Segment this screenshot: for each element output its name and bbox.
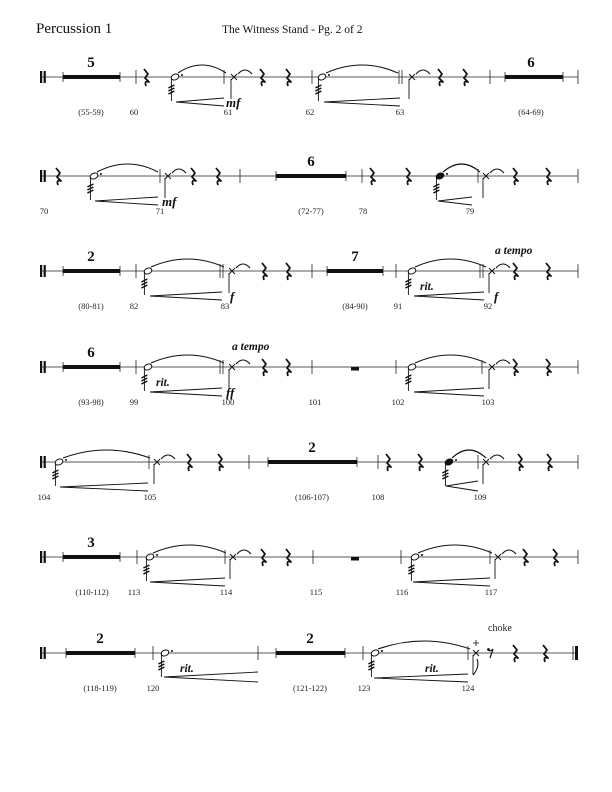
dynamic-marking: f [230, 289, 235, 304]
slur [418, 545, 492, 553]
measure-number: 103 [481, 397, 495, 407]
measure-number: 71 [155, 206, 165, 216]
measure-number: (121-122) [293, 683, 327, 693]
crescendo-hairpin [176, 98, 224, 106]
x-notehead-note [495, 554, 501, 579]
multi-measure-rest [327, 269, 383, 273]
slur [326, 65, 398, 73]
crescendo-hairpin [150, 292, 222, 300]
measure-number: 62 [305, 107, 315, 117]
measure-number: 114 [219, 587, 233, 597]
quarter-rest-icon [513, 263, 518, 280]
quarter-rest-icon [523, 549, 528, 566]
quarter-rest-icon [546, 168, 551, 185]
staff-system-4 [40, 341, 578, 407]
multi-rest-count: 3 [87, 535, 95, 551]
expression-marking: rit. [180, 663, 194, 675]
quarter-rest-icon [543, 645, 548, 662]
crescendo-hairpin [60, 483, 148, 491]
quarter-rest-icon [370, 168, 375, 185]
multi-measure-rest [66, 651, 135, 655]
quarter-rest-icon [546, 263, 551, 280]
tie [490, 169, 504, 173]
quarter-rest-icon [547, 454, 552, 471]
tie [161, 455, 175, 459]
quarter-rest-icon [262, 359, 267, 376]
measure-number: 109 [473, 492, 487, 502]
tie [237, 550, 251, 554]
measure-number: (64-69) [518, 107, 544, 117]
measure-number: 116 [395, 587, 409, 597]
staff-system-6 [40, 535, 578, 597]
quarter-rest-icon [191, 168, 196, 185]
dynamic-marking: ff [226, 385, 235, 400]
tie [238, 70, 252, 74]
slur [63, 450, 150, 458]
measure-number: 105 [143, 492, 157, 502]
slur [415, 355, 486, 363]
measure-number: 117 [484, 587, 498, 597]
x-notehead-note [154, 459, 160, 484]
crescendo-hairpin [414, 292, 484, 300]
part-name: Percussion 1 [36, 21, 113, 37]
multi-rest-count: 6 [307, 154, 315, 170]
percussion-clef-icon [40, 361, 42, 373]
percussion-clef-icon [40, 170, 42, 182]
measure-number: (84-90) [342, 301, 368, 311]
measure-number: 83 [220, 301, 230, 311]
measure-number: (110-112) [75, 587, 109, 597]
measure-number: 102 [391, 397, 405, 407]
multi-measure-rest [276, 651, 345, 655]
measure-number: 79 [465, 206, 475, 216]
x-notehead-note [473, 640, 479, 675]
quarter-rest-icon [286, 69, 291, 86]
slur [151, 259, 224, 267]
measure-number: (55-59) [78, 107, 104, 117]
slur [415, 259, 486, 267]
quarter-rest-icon [553, 549, 558, 566]
crescendo-hairpin [150, 578, 225, 586]
crescendo-hairpin [413, 578, 490, 586]
multi-rest-count: 2 [306, 631, 314, 647]
quarter-rest-icon [260, 69, 265, 86]
measure-number: 113 [127, 587, 141, 597]
multi-rest-count: 6 [527, 55, 535, 71]
dynamic-marking: mf [226, 95, 241, 110]
piece-title: The Witness Stand - Pg. 2 of 2 [222, 24, 363, 36]
dynamic-marking: f [494, 289, 499, 304]
slur [452, 450, 486, 458]
measure-number: 82 [129, 301, 139, 311]
measure-number: 123 [357, 683, 371, 693]
x-notehead-note [483, 459, 489, 484]
multi-rest-count: 2 [96, 631, 104, 647]
measure-number: (106-107) [295, 492, 329, 502]
crescendo-hairpin [150, 388, 222, 396]
staff-system-7 [40, 623, 578, 693]
quarter-rest-icon [513, 359, 518, 376]
measure-number: 99 [129, 397, 139, 407]
quarter-rest-icon [187, 454, 192, 471]
measure-number: 63 [395, 107, 405, 117]
crescendo-hairpin [446, 481, 478, 491]
percussion-clef-icon [40, 551, 42, 563]
measure-number: 100 [221, 397, 235, 407]
percussion-clef-icon [40, 647, 42, 659]
staff-system-1 [40, 55, 578, 117]
crescendo-hairpin [324, 98, 400, 106]
tie [496, 360, 510, 364]
quarter-rest-icon [262, 263, 267, 280]
measure-number: (80-81) [78, 301, 104, 311]
tie [236, 264, 250, 268]
measure-number: 124 [461, 683, 475, 693]
expression-marking: a tempo [232, 341, 270, 353]
quarter-rest-icon [218, 454, 223, 471]
multi-measure-rest [63, 555, 120, 559]
measure-number: 101 [308, 397, 322, 407]
whole-rest-icon [351, 557, 359, 561]
x-notehead-note [483, 173, 489, 198]
crescendo-hairpin [414, 388, 484, 396]
expression-marking: a tempo [495, 245, 533, 257]
quarter-rest-icon [286, 549, 291, 566]
tie [236, 360, 250, 364]
x-notehead-note [489, 364, 495, 389]
staff-system-5 [38, 440, 578, 502]
measure-number: 70 [39, 206, 49, 216]
plus-articulation-icon [473, 640, 479, 646]
crescendo-hairpin [374, 674, 468, 682]
multi-measure-rest [268, 460, 357, 464]
measure-number: 78 [358, 206, 368, 216]
quarter-rest-icon [216, 168, 221, 185]
expression-marking: rit. [420, 281, 434, 293]
quarter-rest-icon [261, 549, 266, 566]
multi-measure-rest [63, 269, 120, 273]
multi-measure-rest [276, 174, 346, 178]
multi-measure-rest [505, 75, 563, 79]
dynamic-marking: mf [162, 194, 177, 209]
quarter-rest-icon [144, 69, 149, 86]
quarter-rest-icon [518, 454, 523, 471]
quarter-rest-icon [418, 454, 423, 471]
slur [97, 164, 158, 172]
quarter-rest-icon [438, 69, 443, 86]
slur [151, 355, 224, 363]
percussion-clef-icon [40, 456, 42, 468]
slur [153, 545, 226, 553]
quarter-rest-icon [406, 168, 411, 185]
expression-marking: rit. [425, 663, 439, 675]
measure-number: 60 [129, 107, 139, 117]
slur [443, 164, 480, 172]
staff-system-2 [40, 154, 578, 216]
measure-number: 91 [393, 301, 403, 311]
crescendo-hairpin [164, 672, 258, 682]
measure-number: (118-119) [83, 683, 117, 693]
percussion-clef-icon [40, 71, 42, 83]
x-notehead-note [409, 74, 415, 99]
tie [490, 455, 504, 459]
quarter-rest-icon [286, 359, 291, 376]
measure-number: 61 [223, 107, 233, 117]
measure-number: 115 [309, 587, 323, 597]
quarter-rest-icon [513, 168, 518, 185]
multi-rest-count: 5 [87, 55, 95, 71]
expression-marking: rit. [156, 377, 170, 389]
crescendo-hairpin [95, 197, 158, 205]
slur [178, 65, 226, 73]
multi-measure-rest [63, 365, 120, 369]
quarter-rest-icon [56, 168, 61, 185]
x-notehead-note [230, 554, 236, 579]
staff-system-3 [40, 245, 578, 311]
expression-marking: choke [488, 623, 512, 634]
slur [378, 641, 470, 649]
measure-number: 92 [483, 301, 493, 311]
measure-number: 104 [37, 492, 51, 502]
multi-measure-rest [63, 75, 120, 79]
multi-rest-count: 7 [351, 249, 359, 265]
quarter-rest-icon [386, 454, 391, 471]
percussion-clef-icon [40, 265, 42, 277]
crescendo-hairpin [438, 197, 472, 205]
multi-rest-count: 2 [308, 440, 316, 456]
measure-number: 120 [146, 683, 160, 693]
quarter-rest-icon [513, 645, 518, 662]
measure-number: (93-98) [78, 397, 104, 407]
multi-rest-count: 2 [87, 249, 95, 265]
quarter-rest-icon [463, 69, 468, 86]
measure-number: 108 [371, 492, 385, 502]
tie [172, 169, 186, 173]
measure-number: (72-77) [298, 206, 324, 216]
whole-rest-icon [351, 367, 359, 371]
tie [496, 264, 510, 268]
quarter-rest-icon [286, 263, 291, 280]
multi-rest-count: 6 [87, 345, 95, 361]
tie [416, 70, 430, 74]
tie [502, 550, 516, 554]
quarter-rest-icon [546, 359, 551, 376]
